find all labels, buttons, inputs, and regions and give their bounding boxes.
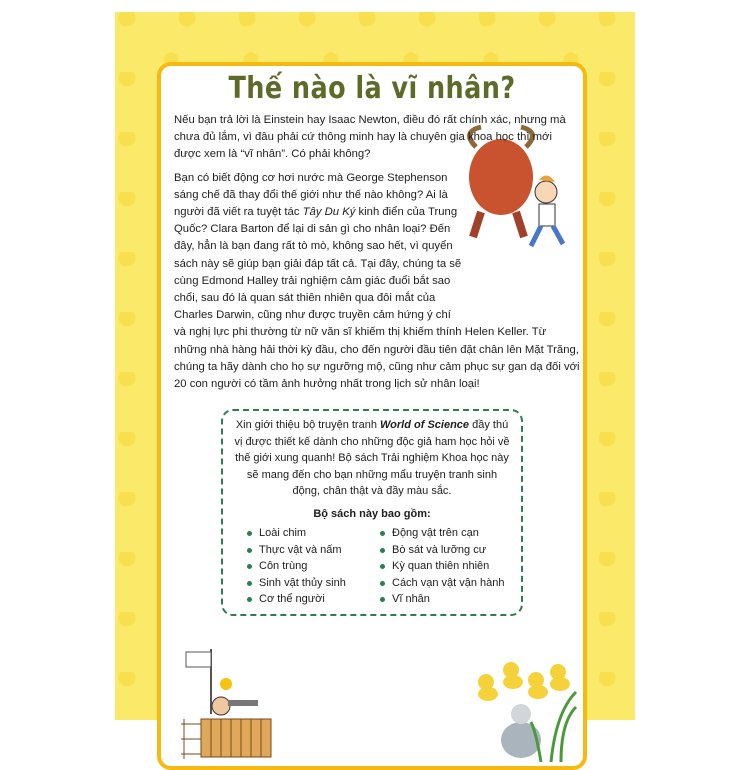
list-item: Động vật trên cạn [378,525,511,542]
book-list-right [378,525,511,608]
list-item: Bò sát và lưỡng cư [378,542,511,559]
page-title: Thế nào là vĩ nhân? [228,71,516,106]
list-item: Vĩ nhân [378,591,511,608]
ducklings-illustration [466,652,581,762]
list-item: Cơ thể người [245,591,378,608]
text: Xin giới thiệu bộ truyện tranh [235,419,380,432]
text: đầy thú vị được thiết kế dành cho những độc giả ham học hỏi về thế giới xung quanh! Bộ sách Trải nghiệm Khoa học này sẽ mang đến cho bạn những mẩu truyện tranh sinh động, chân thật và đầy màu sắc. [234,419,510,498]
list-item: Kỳ quan thiên nhiên [378,558,511,575]
series-info-box [221,409,523,616]
series-intro [233,417,511,500]
text: kinh điển của Trung Quốc? Clara Barton để lại di sản gì cho nhân loại? Đến đây, hẳn là bạn đang rất tò mò, không sao hết, vì quyển sách này sẽ giúp bạn giải đáp tất cả. Tại đây, chúng ta sẽ cùng Edmond Halley trải nghiệm cảm giác đuổi bắt sao chổi, sau đó là quan sát thiên nhiên qua đôi mắt của Charles Darwin, cũng như được truyền cảm hứng ý chí và nghị lực phi thường từ nữ văn sĩ khiếm thị khiếm thính Helen Keller. Từ những nhà hàng hải thời kỳ đầu, cho đến người đầu tiên đặt chân lên Mặt Trăng, chúng ta hãy dành cho họ sự ngưỡng mộ, cũng như cảm phục sự gan dạ đối với 20 con người có tầm ảnh hưởng nhất trong lịch sử nhân loại! [174,206,580,391]
text: Bạn có biết động cơ hơi nước mà George Stephenson sáng chế đã thay đổi thế giới như thế nào không? Ai là người đã viết ra tuyệt tác [174,171,448,219]
content-card [157,62,587,770]
list-item: Côn trùng [245,558,378,575]
book-title: Tây Du Ký [302,206,356,219]
series-name: World of Science [380,419,470,432]
list-heading: Bộ sách này bao gồm: [313,507,431,520]
lookout-telescope-illustration [176,644,286,762]
paragraph-1: Nếu bạn trả lời là Einstein hay Isaac Newton, điều đó rất chính xác, nhưng mà chưa đủ lắm, vì đâu phải cứ thông minh hay là chuyên gia khoa học thì mới được xem là “vĩ nhân”. Có phải không? [174,114,566,161]
list-item: Sinh vật thủy sinh [245,575,378,592]
list-item: Cách vạn vật vận hành [378,575,511,592]
list-item: Thực vật và nấm [245,542,378,559]
book-list-left [245,525,378,608]
body-text [174,112,580,399]
list-item: Loài chim [245,525,378,542]
